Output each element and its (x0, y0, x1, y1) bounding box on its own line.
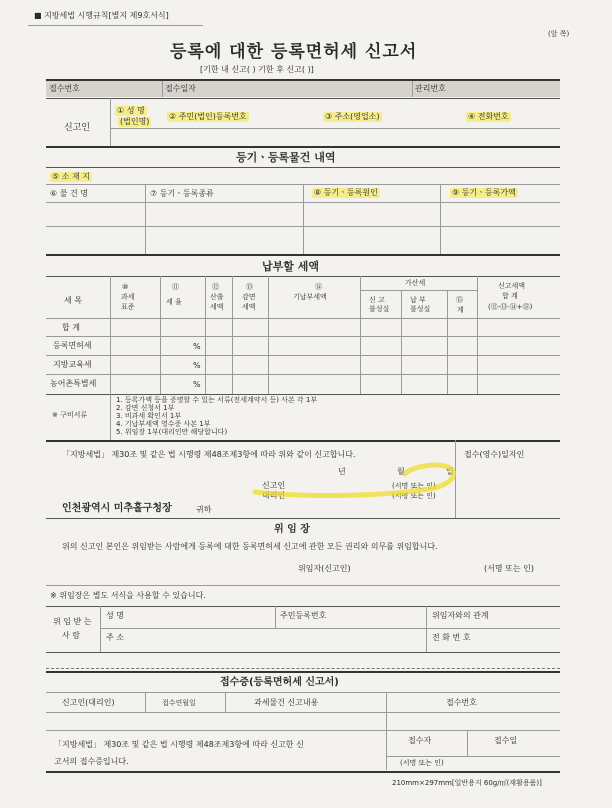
divider (360, 276, 361, 394)
divider (303, 184, 304, 254)
tax-row-rate: % (193, 361, 201, 370)
recipient-office: 인천광역시 미추홀구청장 (62, 503, 172, 514)
rule (46, 585, 560, 586)
divider (100, 606, 101, 652)
rule (46, 606, 560, 607)
proxy-recipient-label-2: 사 람 (62, 631, 80, 640)
divider (145, 692, 146, 712)
doc-item: 1. 등록가액 등을 증명할 수 있는 서류(전세계약서 등) 사본 각 1부 (116, 396, 318, 404)
rule (46, 276, 560, 277)
rule (46, 730, 560, 731)
receipt-col-no: 접수번호 (446, 698, 477, 707)
col-penalty-payment-1: 납 부 (410, 296, 426, 304)
rule (46, 692, 560, 693)
col-base-label-2: 표준 (121, 303, 135, 311)
receipt-stamp-label: 접수(영수)일자인 (464, 450, 525, 459)
col-paid-label: 기납부세액 (293, 293, 327, 301)
divider (386, 692, 387, 770)
kind-label: ⑦ 등기ㆍ등록종류 (150, 189, 214, 198)
agent-sign-label: 대리인 (262, 491, 286, 500)
divider (447, 290, 448, 394)
col-penalty-label: 가산세 (405, 279, 426, 287)
filer-id-label: ② 주민(법인)등록번호 (169, 112, 247, 121)
col-base-label-1: 과세 (121, 293, 135, 301)
proxy-relation-label: 위임자와의 관계 (432, 611, 489, 620)
receipt-col-content: 과세물건 신고내용 (254, 698, 319, 707)
receipt-date-label: 접수일자 (165, 84, 196, 93)
form-code: ■ 지방세법 시행규칙[별지 제9호서식] (34, 11, 169, 20)
rule (46, 336, 560, 337)
rule (110, 128, 560, 129)
receipt-text-2: 고서의 접수증입니다. (54, 757, 129, 766)
receiver-label: 접수자 (408, 736, 432, 745)
doc-item: 4. 기납부세액 영수증 사본 1부 (116, 420, 211, 428)
divider (110, 98, 111, 146)
rule (46, 254, 560, 256)
doc-item: 5. 위임장 1부(대리인만 해당합니다) (116, 428, 228, 436)
tax-row-label: 등록면허세 (53, 341, 92, 350)
filer-sign-label: 신고인 (262, 481, 286, 490)
rule (46, 394, 560, 395)
doc-item: 3. 비과세 확인서 1부 (116, 412, 182, 420)
col-total-1: 신고세액 (498, 282, 526, 290)
col-total-2: 합 계 (502, 292, 518, 300)
tax-row-label: 지방교육세 (53, 360, 92, 369)
divider (160, 276, 161, 394)
cut-line (46, 668, 560, 669)
divider (110, 394, 111, 440)
manage-no-label: 관리번호 (415, 84, 446, 93)
rule (46, 374, 560, 375)
agent-sign-hint: (서명 또는 인) (392, 492, 436, 500)
date-month: 월 (397, 467, 405, 476)
declaration-text: 「지방세법」 제30조 및 같은 법 시행령 제48조제3항에 따라 위와 같이 신고합니다. (62, 450, 356, 459)
col-reduction-number: ⑬ (246, 283, 253, 291)
delegator-sign-hint: (서명 또는 인) (484, 564, 534, 573)
filer-name-label: ① 성 명 (117, 106, 145, 115)
tax-row-rate: % (193, 342, 201, 351)
rule (46, 167, 560, 168)
col-item: 세 목 (64, 296, 82, 305)
rule (46, 98, 560, 99)
rule (46, 226, 560, 227)
divider (477, 276, 478, 394)
divider (110, 276, 111, 394)
filing-type: [기한 내 신고( ) 기한 후 신고( )] (200, 65, 314, 74)
rule (46, 652, 560, 653)
rule (46, 518, 560, 519)
divider (225, 692, 226, 712)
filer-label: 신고인 (64, 123, 91, 133)
divider (205, 276, 206, 394)
col-base-number: ⑩ (122, 283, 129, 291)
rule (46, 318, 560, 319)
col-penalty-payment-2: 불성실 (410, 305, 431, 313)
col-paid-number: ⑭ (315, 283, 322, 291)
rule (360, 290, 477, 291)
handwritten-highlight-stroke (250, 460, 465, 500)
divider (401, 290, 402, 394)
proxy-note: ※ 위임장은 별도 서식을 사용할 수 있습니다. (50, 591, 206, 600)
rule (100, 628, 560, 629)
value-label: ⑨ 등기ㆍ등록가액 (452, 188, 516, 197)
recipient-honorific: 귀하 (196, 505, 212, 514)
registration-header: 등기ㆍ등록물건 내역 (236, 151, 336, 164)
filer-corp-name-label: (법인명) (120, 117, 150, 126)
tax-row-label: 합 계 (62, 323, 80, 332)
col-total-formula: (⑫-⑬-⑭+⑮) (488, 303, 533, 311)
docs-label: ※ 구비서류 (52, 411, 88, 419)
col-rate-number: ⑪ (172, 283, 179, 291)
divider (275, 606, 276, 628)
form-title: 등록에 대한 등록면허세 신고서 (170, 42, 418, 62)
rule (46, 671, 560, 673)
rule (46, 146, 560, 148)
receipt-no-label: 접수번호 (49, 84, 80, 93)
proxy-name-label: 성 명 (106, 611, 124, 620)
proxy-title: 위 임 장 (274, 524, 310, 535)
divider (145, 184, 146, 254)
col-penalty-report-1: 신 고 (369, 296, 385, 304)
tax-row-label: 농어촌특별세 (50, 379, 97, 388)
col-calc-number: ⑫ (212, 283, 219, 291)
rule (46, 355, 560, 356)
col-penalty-sum-number: ⑮ (456, 296, 463, 304)
location-label: ⑤ 소 재 지 (52, 172, 90, 181)
receiver-sign-hint: (서명 또는 인) (400, 759, 444, 767)
col-penalty-sum-label: 계 (457, 306, 464, 314)
proxy-id-label: 주민등록번호 (280, 611, 327, 620)
divider (440, 184, 441, 254)
divider (232, 276, 233, 394)
divider (426, 606, 427, 652)
receipt-col-filer: 신고인(대리인) (62, 698, 115, 707)
rule (46, 440, 560, 442)
filer-address-label: ③ 주소(영업소) (325, 112, 380, 121)
divider (162, 81, 163, 97)
item-name-label: ⑥ 물 건 명 (50, 189, 88, 198)
filer-phone-label: ④ 전화번호 (468, 112, 509, 121)
paper-spec: 210mm×297mm[일반용지 60g/㎡(재활용품)] (392, 779, 542, 787)
receipt-row-band (46, 81, 560, 97)
rule (46, 771, 560, 773)
page-side: (앞 쪽) (548, 30, 570, 38)
col-calc-label-2: 세액 (210, 303, 224, 311)
divider (467, 730, 468, 756)
col-reduction-label-1: 감면 (242, 293, 256, 301)
form-code-underline (28, 25, 203, 26)
tax-row-rate: % (193, 380, 201, 389)
delegator-label: 위임자(신고인) (298, 564, 351, 573)
divider (268, 276, 269, 394)
receipt-text-1: 「지방세법」 제30조 및 같은 법 시행령 제48조제3항에 따라 신고한 신 (54, 740, 304, 749)
rule (46, 202, 560, 203)
divider (412, 81, 413, 97)
proxy-recipient-label-1: 위 임 받 는 (53, 617, 92, 626)
cause-label: ⑧ 등기ㆍ등록원인 (314, 188, 378, 197)
col-penalty-report-2: 불성실 (369, 305, 390, 313)
proxy-address-label: 주 소 (106, 633, 124, 642)
rule (386, 756, 560, 757)
doc-item: 2. 감면 신청서 1부 (116, 404, 175, 412)
receipt-date-label: 접수일 (494, 736, 518, 745)
col-reduction-label-2: 세액 (242, 303, 256, 311)
col-rate-label: 세 율 (166, 298, 182, 306)
proxy-phone-label: 전 화 번 호 (432, 633, 471, 642)
receipt-title: 접수증(등록면허세 신고서) (220, 677, 339, 688)
date-day: 일 (446, 467, 454, 476)
filer-sign-hint: (서명 또는 인) (392, 482, 436, 490)
col-calc-label-1: 산출 (210, 293, 224, 301)
tax-header: 납부할 세액 (262, 260, 319, 273)
date-year: 년 (338, 467, 346, 476)
proxy-text: 위의 신고인 본인은 위임받는 사람에게 등록에 대한 등록면허세 신고에 관한 모든 권리와 의무를 위임합니다. (62, 542, 438, 551)
rule (46, 712, 560, 713)
receipt-col-date: 접수연월일 (162, 699, 196, 707)
